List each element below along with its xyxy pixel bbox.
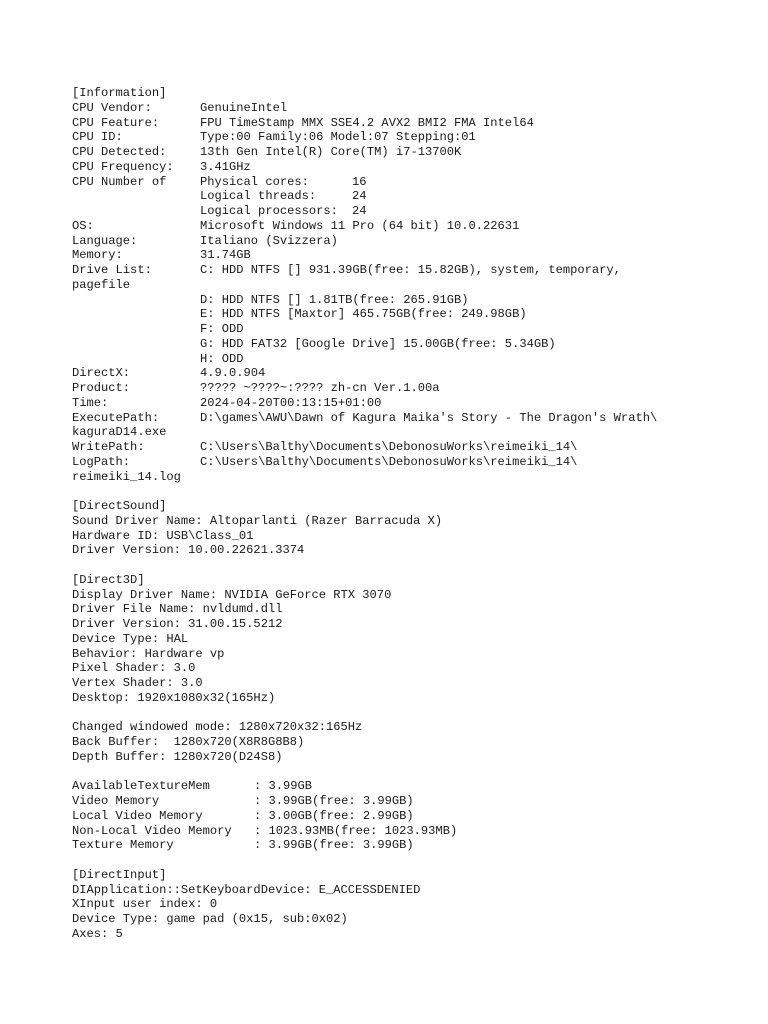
non-local-video-memory-row <box>72 824 752 839</box>
section-header-directsound: [DirectSound] <box>72 499 167 513</box>
cpu-detected-row <box>72 145 752 160</box>
local-video-memory-value: : 3.00GB(free: 2.99GB) <box>254 808 414 823</box>
execute-path-wrap: kaguraD14.exe <box>72 425 167 440</box>
video-memory-value: : 3.99GB(free: 3.99GB) <box>254 794 414 808</box>
product-key: Product: <box>72 381 131 395</box>
cpu-id-value: Type:00 Family:06 Model:07 Stepping:01 <box>200 130 476 145</box>
spacer <box>72 765 752 780</box>
spacer <box>72 706 752 721</box>
vertex-shader: Vertex Shader: 3.0 <box>72 676 203 690</box>
log-document <box>72 86 752 942</box>
cpu-feature-value: FPU TimeStamp MMX SSE4.2 AVX2 BMI2 FMA Intel64 <box>200 115 534 130</box>
texture-memory-key: Texture Memory <box>72 838 174 853</box>
memory-row <box>72 248 752 263</box>
cpu-frequency-key: CPU Frequency: <box>72 159 174 174</box>
logical-processors-key: Logical processors: <box>200 204 338 218</box>
available-texture-mem-key: AvailableTextureMem <box>72 779 210 794</box>
input-device-type: Device Type: game pad (0x15, sub:0x02) <box>72 912 348 926</box>
texture-memory-row <box>72 838 752 853</box>
drive-g-line: G: HDD FAT32 [Google Drive] 15.00GB(free: 5.34GB) <box>200 336 556 351</box>
cpu-vendor-row <box>72 101 752 116</box>
cpu-vendor-key: CPU Vendor: <box>72 100 152 115</box>
axes-count: Axes: 5 <box>72 926 123 941</box>
driver-file-name: Driver File Name: nvldumd.dll <box>72 602 283 617</box>
non-local-video-memory-value: : 1023.93MB(free: 1023.93MB) <box>254 823 458 838</box>
memory-key: Memory: <box>72 248 123 263</box>
drive-list-row <box>72 263 752 278</box>
xinput-user-index: XInput user index: 0 <box>72 897 218 912</box>
cpu-number-key: CPU Number of <box>72 174 167 189</box>
drive-c-wrap: pagefile <box>72 277 131 292</box>
language-key: Language: <box>72 233 138 248</box>
time-value: 2024-04-20T00:13:15+01:00 <box>200 395 382 410</box>
language-value: Italiano (Svizzera) <box>200 233 338 248</box>
log-path-value: C:\Users\Balthy\Documents\DebonosuWorks\reimeiki_14\ <box>200 454 578 469</box>
logical-threads-key: Logical threads: <box>200 189 317 204</box>
language-row <box>72 234 752 249</box>
available-texture-mem-row <box>72 779 752 794</box>
drive-e-line: E: HDD NTFS [Maxtor] 465.75GB(free: 249.98GB) <box>200 307 527 322</box>
pixel-shader: Pixel Shader: 3.0 <box>72 661 196 676</box>
logical-processors-value: 24 <box>352 204 367 218</box>
drive-c-line: C: HDD NTFS [] 931.39GB(free: 15.82GB), system, temporary, <box>200 263 621 277</box>
cpu-detected-value: 13th Gen Intel(R) Core(TM) i7-13700K <box>200 145 462 159</box>
video-memory-key: Video Memory <box>72 794 160 808</box>
non-local-video-memory-key: Non-Local Video Memory <box>72 823 232 838</box>
spacer <box>72 853 752 868</box>
cpu-detected-key: CPU Detected: <box>72 145 167 159</box>
log-path-wrap: reimeiki_14.log <box>72 469 181 484</box>
drive-h-line: H: ODD <box>200 351 244 366</box>
cpu-id-key: CPU ID: <box>72 130 123 145</box>
log-path-row <box>72 455 752 470</box>
directx-key: DirectX: <box>72 366 131 381</box>
back-buffer: Back Buffer: 1280x720(X8R8G8B8) <box>72 735 305 749</box>
os-value: Microsoft Windows 11 Pro (64 bit) 10.0.22631 <box>200 218 520 233</box>
section-header-directinput: [DirectInput] <box>72 867 167 882</box>
logical-threads-row <box>72 189 752 204</box>
texture-memory-value: : 3.99GB(free: 3.99GB) <box>254 838 414 853</box>
physical-cores-key: Physical cores: <box>200 174 309 189</box>
write-path-key: WritePath: <box>72 440 145 454</box>
sound-driver-name: Sound Driver Name: Altoparlanti (Razer Barracuda X) <box>72 513 443 528</box>
directx-row <box>72 366 752 381</box>
os-key: OS: <box>72 218 94 233</box>
changed-windowed-mode: Changed windowed mode: 1280x720x32:165Hz <box>72 720 363 735</box>
drive-f-line: F: ODD <box>200 322 244 336</box>
drive-list-key: Drive List: <box>72 263 152 277</box>
logical-processors-row <box>72 204 752 219</box>
product-row <box>72 381 752 396</box>
directx-value: 4.9.0.904 <box>200 366 266 381</box>
time-key: Time: <box>72 395 109 410</box>
cpu-number-row <box>72 175 752 190</box>
available-texture-mem-value: : 3.99GB <box>254 779 313 794</box>
os-row <box>72 219 752 234</box>
drive-d-line: D: HDD NTFS [] 1.81TB(free: 265.91GB) <box>200 292 469 307</box>
sound-hardware-id: Hardware ID: USB\Class_01 <box>72 528 254 543</box>
video-memory-row <box>72 794 752 809</box>
write-path-row <box>72 440 752 455</box>
desktop-mode: Desktop: 1920x1080x32(165Hz) <box>72 690 276 705</box>
physical-cores-entry <box>200 175 752 190</box>
behavior: Behavior: Hardware vp <box>72 646 225 661</box>
execute-path-row <box>72 411 752 426</box>
section-header-information: [Information] <box>72 86 167 100</box>
memory-value: 31.74GB <box>200 248 251 263</box>
set-keyboard-device: DIApplication::SetKeyboardDevice: E_ACCESSDENIED <box>72 882 421 897</box>
section-header-direct3d: [Direct3D] <box>72 572 145 587</box>
cpu-frequency-value: 3.41GHz <box>200 159 251 174</box>
physical-cores-value: 16 <box>352 174 367 189</box>
cpu-id-row <box>72 130 752 145</box>
product-value: ????? ~????~:???? zh-cn Ver.1.00a <box>200 381 440 395</box>
logical-threads-value: 24 <box>352 189 367 204</box>
spacer <box>72 558 752 573</box>
execute-path-value: D:\games\AWU\Dawn of Kagura Maika's Story - The Dragon's Wrath\ <box>200 410 658 425</box>
sound-driver-version: Driver Version: 10.00.22621.3374 <box>72 543 305 558</box>
display-driver-name: Display Driver Name: NVIDIA GeForce RTX 3070 <box>72 587 392 602</box>
cpu-frequency-row <box>72 160 752 175</box>
time-row <box>72 396 752 411</box>
local-video-memory-key: Local Video Memory <box>72 808 203 823</box>
cpu-feature-row <box>72 116 752 131</box>
depth-buffer: Depth Buffer: 1280x720(D24S8) <box>72 749 283 764</box>
write-path-value: C:\Users\Balthy\Documents\DebonosuWorks\reimeiki_14\ <box>200 440 578 454</box>
cpu-feature-key: CPU Feature: <box>72 115 160 130</box>
log-path-key: LogPath: <box>72 454 131 469</box>
cpu-vendor-value: GenuineIntel <box>200 100 288 115</box>
execute-path-key: ExecutePath: <box>72 410 160 425</box>
spacer <box>72 484 752 499</box>
display-driver-version: Driver Version: 31.00.15.5212 <box>72 617 283 631</box>
device-type: Device Type: HAL <box>72 631 189 646</box>
local-video-memory-row <box>72 809 752 824</box>
